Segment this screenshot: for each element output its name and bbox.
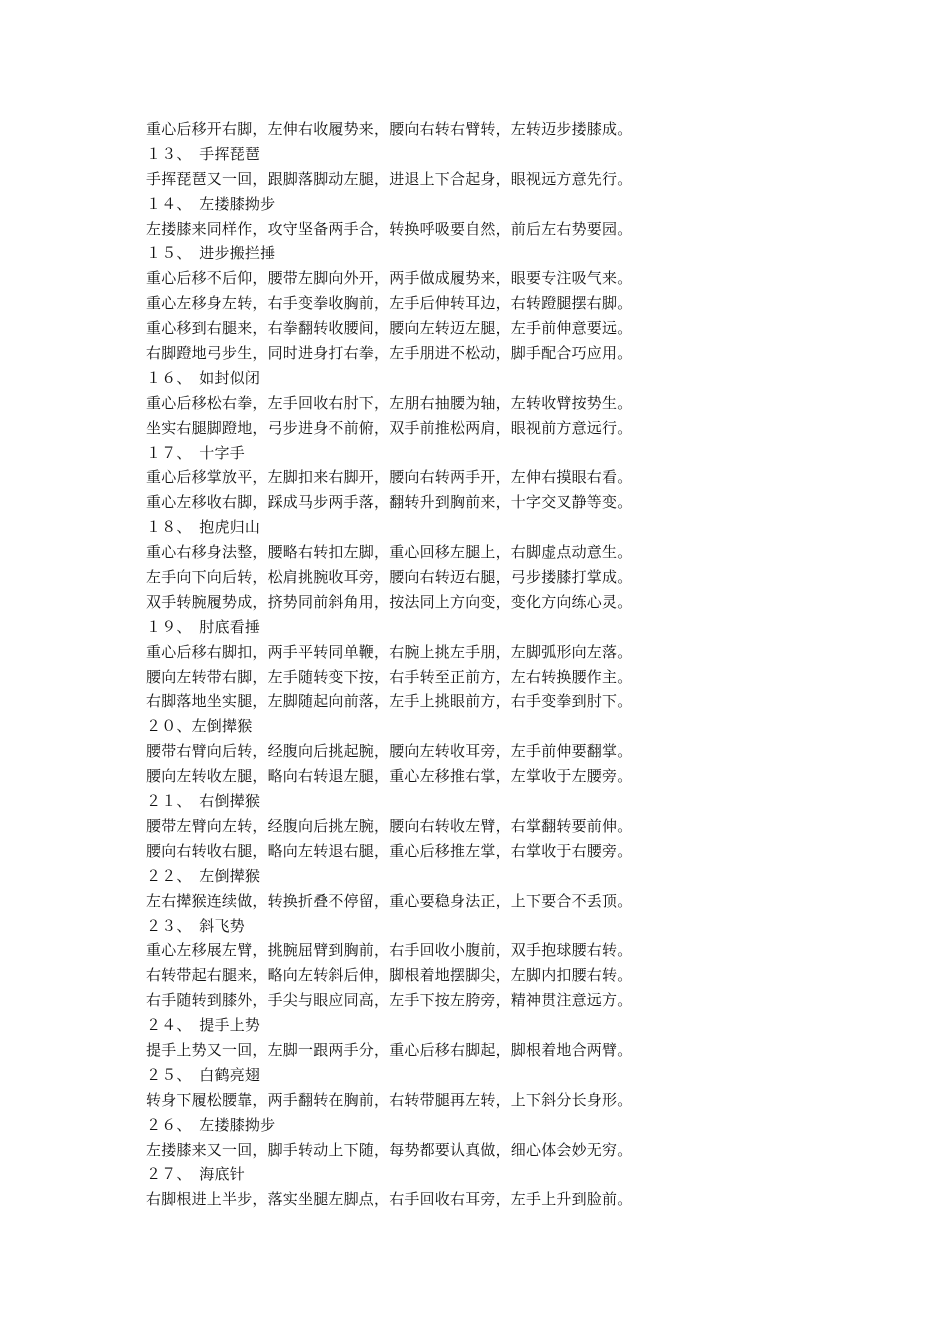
section-heading: １６、 如封似闭 [146, 368, 261, 387]
verse-line: 坐实右腿脚蹬地，弓步进身不前俯，双手前推松两肩，眼视前方意远行。 [146, 418, 633, 437]
verse-line: 手挥琵琶又一回，跟脚落脚动左腿，进退上下合起身，眼视远方意先行。 [146, 169, 633, 188]
section-heading: ２１、 右倒撵猴 [146, 792, 261, 811]
verse-line: 腰带左臂向左转，经腹向后挑左腕，腰向右转收左臂，右掌翻转要前伸。 [146, 816, 633, 835]
section-heading: １７、 十字手 [146, 443, 245, 462]
document-text [146, 117, 846, 1212]
verse-line: 重心后移开右脚，左伸右收履势来，腰向右转右臂转，左转迈步搂膝成。 [146, 120, 633, 138]
verse-line: 左搂膝来同样作，攻守坚备两手合，转换呼吸要自然，前后左右势要园。 [146, 219, 633, 238]
verse-line: 提手上势又一回，左脚一跟两手分，重心后移右脚起，脚根着地合两臂。 [146, 1040, 633, 1059]
section-heading: １４、 左搂膝拗步 [146, 194, 276, 213]
verse-line: 重心后移松右拳，左手回收右肘下，左朋右抽腰为轴，左转收臂按势生。 [146, 393, 633, 412]
verse-line: 重心后移掌放平，左脚扣来右脚开，腰向右转两手开，左伸右摸眼右看。 [146, 468, 633, 487]
verse-line: 左右撵猴连续做，转换折叠不停留，重心要稳身法正，上下要合不丢顶。 [146, 891, 633, 910]
section-heading: １５、 进步搬拦捶 [146, 244, 276, 263]
verse-line: 左手向下向后转，松肩挑腕收耳旁，腰向右转迈右腿，弓步搂膝打掌成。 [146, 568, 633, 587]
verse-line: 右脚落地坐实腿，左脚随起向前落，左手上挑眼前方，右手变拳到肘下。 [146, 692, 633, 711]
verse-line: 右脚蹬地弓步生，同时进身打右拳，左手朋进不松动，脚手配合巧应用。 [146, 344, 633, 363]
section-heading: ２３、 斜飞势 [146, 916, 245, 935]
section-heading: ２０、左倒撵猴 [146, 717, 253, 736]
verse-line: 右手随转到膝外，手尖与眼应同高，左手下按左胯旁，精神贯注意远方。 [146, 991, 633, 1010]
section-heading: １９、 肘底看捶 [146, 617, 261, 636]
verse-line: 重心左移展左臂，挑腕屈臂到胸前，右手回收小腹前，双手抱球腰右转。 [146, 941, 633, 960]
section-heading: ２４、 提手上势 [146, 1016, 261, 1035]
verse-line: 重心左移身左转，右手变拳收胸前，左手后伸转耳边，右转蹬腿摆右脚。 [146, 294, 633, 313]
verse-line: 重心后移不后仰，腰带左脚向外开，两手做成履势来，眼要专注吸气来。 [146, 269, 633, 288]
verse-line: 重心后移右脚扣，两手平转同单鞭，右腕上挑左手朋，左脚弧形向左落。 [146, 642, 633, 661]
section-heading: ２６、 左搂膝拗步 [146, 1115, 276, 1134]
verse-line: 重心移到右腿来，右拳翻转收腰间，腰向左转迈左腿，左手前伸意要远。 [146, 319, 633, 338]
verse-line: 双手转腕履势成，挤势同前斜角用，按法同上方向变，变化方向练心灵。 [146, 592, 633, 611]
verse-line: 腰向左转带右脚，左手随转变下按，右手转至正前方，左右转换腰作主。 [146, 667, 633, 686]
verse-line: 重心右移身法整，腰略右转扣左脚，重心回移左腿上，右脚虚点动意生。 [146, 543, 633, 562]
verse-line: 腰向右转收右腿，略向左转退右腿，重心后移推左掌，右掌收于右腰旁。 [146, 841, 633, 860]
section-heading: １８、 抱虎归山 [146, 518, 261, 537]
verse-line: 重心左移收右脚，踩成马步两手落，翻转升到胸前来，十字交叉静等变。 [146, 493, 633, 512]
section-heading: １３、 手挥琵琶 [146, 144, 261, 163]
verse-line: 腰向左转收左腿，略向右转退左腿，重心左移推右掌，左掌收于左腰旁。 [146, 767, 633, 786]
section-heading: ２７、 海底针 [146, 1165, 245, 1184]
verse-line: 右转带起右腿来，略向左转斜后伸，脚根着地摆脚尖，左脚内扣腰右转。 [146, 966, 633, 985]
verse-line: 转身下履松腰靠，两手翻转在胸前，右转带腿再左转，上下斜分长身形。 [146, 1090, 633, 1109]
verse-line: 腰带右臂向后转，经腹向后挑起腕，腰向左转收耳旁，左手前伸要翻掌。 [146, 742, 633, 761]
section-heading: ２５、 白鹤亮翅 [146, 1065, 261, 1084]
verse-line: 左搂膝来又一回，脚手转动上下随，每势都要认真做，细心体会妙无穷。 [146, 1140, 633, 1159]
section-heading: ２２、 左倒撵猴 [146, 866, 261, 885]
verse-line: 右脚根进上半步，落实坐腿左脚点，右手回收右耳旁，左手上升到脸前。 [146, 1190, 633, 1209]
